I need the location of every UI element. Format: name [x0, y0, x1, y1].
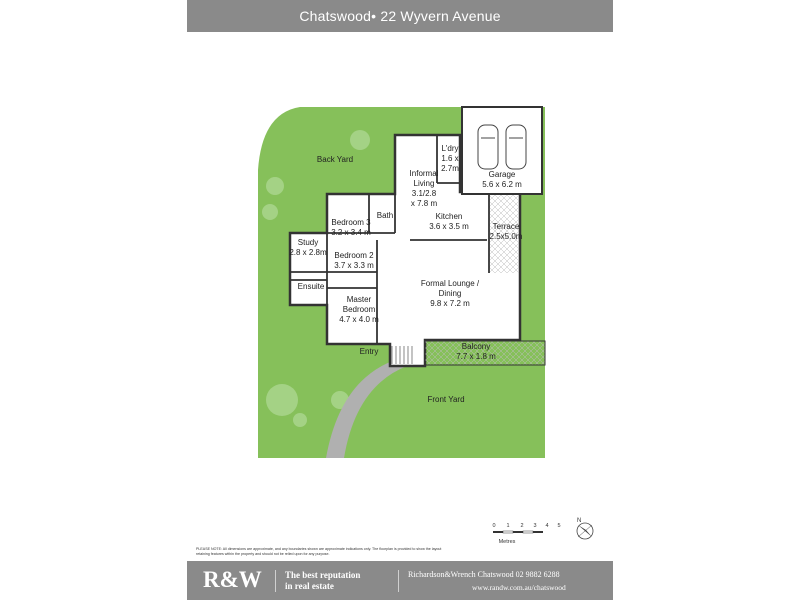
ldry-dim: 1.6 x [441, 154, 459, 163]
kitchen-label: Kitchen [435, 212, 463, 221]
page-title: Chatswood• 22 Wyvern Avenue [187, 0, 613, 32]
bedroom2-dim: 3.7 x 3.3 m [334, 261, 374, 270]
scale-bar [493, 531, 543, 533]
agency-website[interactable]: www.randw.com.au/chatswood [472, 583, 566, 592]
garage-dim: 5.6 x 6.2 m [482, 180, 522, 189]
bedroom3-dim: 3.2 x 3.4 m [331, 228, 371, 237]
informal-living-label: Informal [409, 169, 439, 178]
bath-label: Bath [376, 211, 394, 220]
scale-tick: 1 [506, 523, 510, 529]
scale-tick: 4 [545, 523, 549, 529]
front-yard-label: Front Yard [427, 395, 465, 404]
terrace-dim: 2.5x5.0m [489, 232, 523, 241]
ldry-label: L'dry [441, 144, 459, 153]
kitchen-dim: 3.6 x 3.5 m [429, 222, 469, 231]
study-dim: 2.8 x 2.8m [289, 248, 327, 257]
scale-tick: 5 [557, 523, 561, 529]
bedroom2-label: Bedroom 2 [334, 251, 374, 260]
ldry-dim: 2.7m [441, 164, 459, 173]
master-label: Bedroom [342, 305, 376, 314]
master-label: Master [346, 295, 372, 304]
tagline-line: in real estate [285, 581, 334, 591]
informal-living-dim: x 7.8 m [410, 199, 438, 208]
disclaimer: PLEASE NOTE: All dimensions are approximate, and any boundaries shown are approximate indications only. The floorplan is provided to show the layout retaining features within the property and should not be relied upon for any purpose. [196, 547, 442, 556]
divider [275, 570, 276, 592]
scale-unit: Metres [498, 539, 516, 545]
compass-icon [577, 518, 593, 539]
study-label: Study [297, 238, 319, 247]
scale-tick: 0 [492, 523, 496, 529]
scale-tick: 3 [533, 523, 537, 529]
divider [398, 570, 399, 592]
ensuite-label: Ensuite [297, 282, 325, 291]
terrace-label: Terrace [492, 222, 520, 231]
lounge-label: Dining [438, 289, 462, 298]
lounge-dim: 9.8 x 7.2 m [430, 299, 470, 308]
back-yard-label: Back Yard [316, 155, 354, 164]
garage-label: Garage [488, 170, 516, 179]
agency-contact: Richardson&Wrench Chatswood 02 9882 6288 [408, 570, 560, 579]
balcony-label: Balcony [461, 342, 491, 351]
informal-living-dim: 3.1/2.8 [411, 189, 437, 198]
brand-logo: R&W [203, 567, 262, 592]
master-dim: 4.7 x 4.0 m [339, 315, 379, 324]
bedroom3-label: Bedroom 3 [331, 218, 371, 227]
entry-label: Entry [359, 347, 379, 356]
lounge-label: Formal Lounge / [420, 279, 480, 288]
footer [187, 561, 613, 600]
informal-living-label: Living [413, 179, 435, 188]
compass-n: N [577, 518, 582, 524]
scale-tick: 2 [520, 523, 524, 529]
tagline [285, 570, 360, 592]
tagline-line: The best reputation [285, 570, 361, 580]
balcony-dim: 7.7 x 1.8 m [456, 352, 496, 361]
